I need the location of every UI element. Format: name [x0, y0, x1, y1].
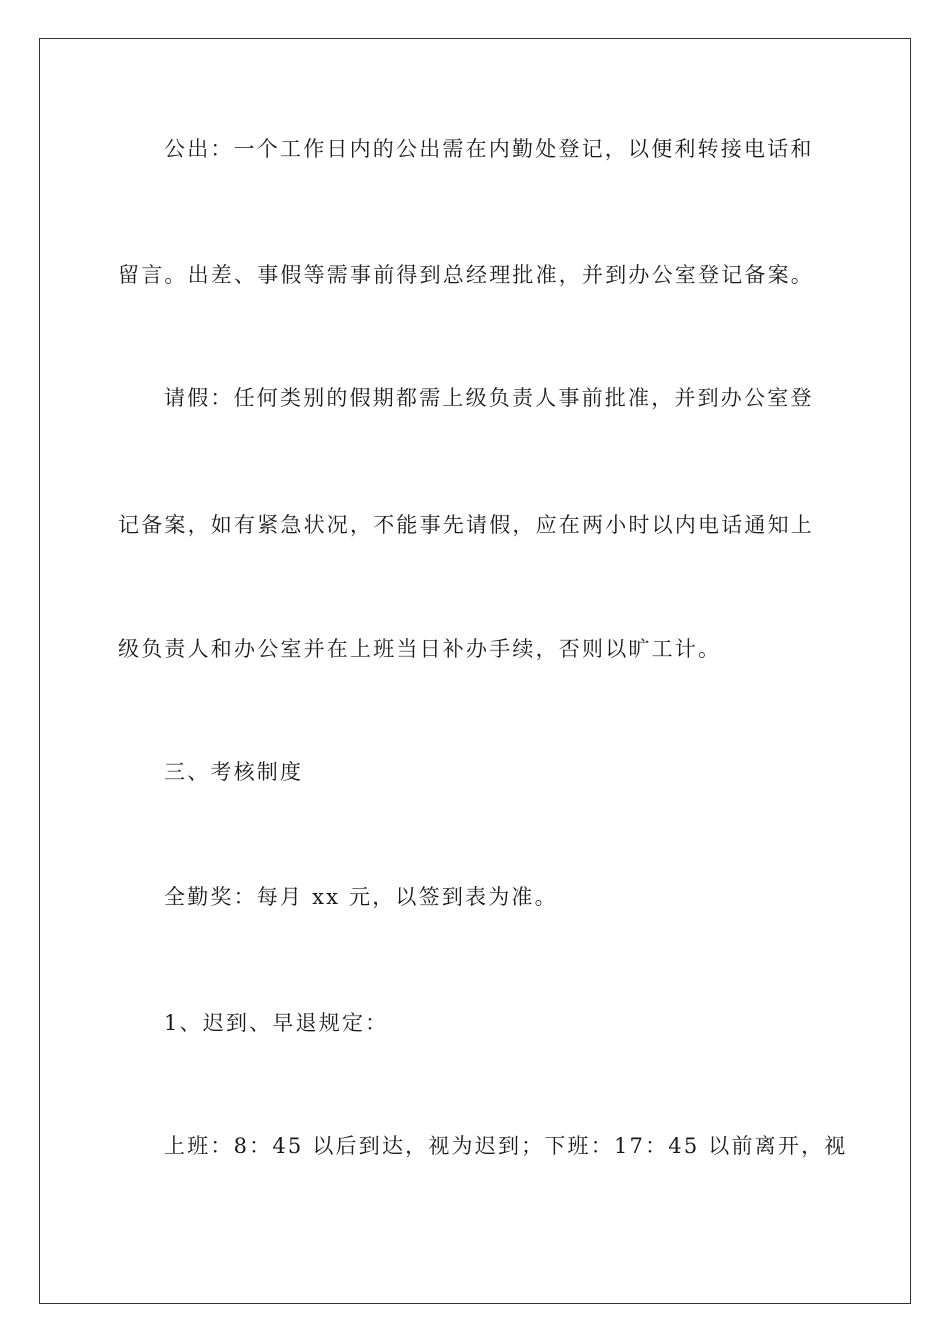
paragraph-line-continuation: 留言。出差、事假等需事前得到总经理批准，并到办公室登记备案。 — [118, 263, 814, 287]
paragraph-line-continuation: 记备案，如有紧急状况，不能事先请假，应在两小时以内电话通知上 — [118, 513, 814, 537]
paragraph-line-continuation: 级负责人和办公室并在上班当日补办手续，否则以旷工计。 — [118, 637, 722, 661]
paragraph-line-leave: 请假：任何类别的假期都需上级负责人事前批准，并到办公室登 — [164, 386, 814, 410]
subheading-late-early-rules: 1、迟到、早退规定： — [164, 1011, 389, 1035]
paragraph-line-public-out: 公出：一个工作日内的公出需在内勤处登记，以便利转接电话和 — [164, 137, 814, 161]
page-border — [39, 38, 911, 1304]
paragraph-line-attendance-bonus: 全勤奖：每月 xx 元，以签到表为准。 — [164, 885, 558, 909]
paragraph-line-work-hours: 上班：8：45 以后到达，视为迟到；下班：17：45 以前离开，视 — [164, 1134, 848, 1158]
section-heading: 三、考核制度 — [164, 760, 304, 784]
